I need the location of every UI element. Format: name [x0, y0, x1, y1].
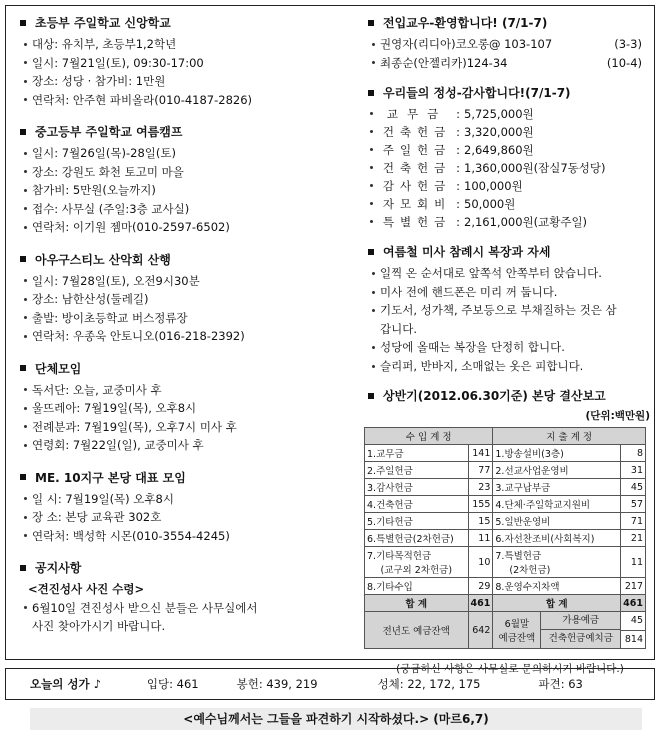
section-title: ME. 10지구 본당 대표 모임	[35, 470, 186, 485]
newcomer-code: (3-3)	[614, 37, 642, 51]
offering-thanks-section	[364, 84, 656, 231]
section-title: 상반기(2012.06.30기준) 본당 결산보고	[383, 389, 606, 403]
table-row	[365, 496, 646, 513]
bullet-dot-icon	[24, 98, 27, 101]
income-item: 5.기타헌금	[365, 513, 469, 530]
hymn-sending: 파견: 63	[538, 677, 583, 691]
bullet-dot-icon	[372, 309, 375, 312]
building-fund-value: 814	[621, 630, 646, 649]
info-line: 전례분과: 7월19일(목), 오후7시 미사 후	[32, 419, 237, 434]
info-line: 일시: 7월28일(토), 오전9시30분	[32, 273, 200, 288]
balance-row	[365, 612, 646, 631]
bullet-square-icon	[368, 393, 374, 399]
expense-item: 2.선교사업운영비	[493, 462, 621, 479]
expense-value: 8	[621, 445, 646, 462]
music-note-icon: ♪	[93, 677, 101, 691]
offering-row: 자모회비 : 50,000원	[364, 195, 656, 213]
inquiry-footnote: (궁금하신 사항은 사무실로 문의하시기 바랍니다.)	[396, 663, 624, 675]
bullet-dot-icon	[370, 148, 373, 151]
income-item: 1.교무금	[365, 445, 469, 462]
bullet-dot-icon	[24, 425, 27, 428]
financial-table	[364, 427, 646, 649]
info-line: 연락처: 안주현 파비올라(010-4187-2826)	[32, 92, 253, 107]
table-row	[365, 513, 646, 530]
income-value: 15	[468, 513, 493, 530]
income-item: 4.건축헌금	[365, 496, 469, 513]
offering-value: 5,725,000원	[464, 107, 534, 121]
expense-value: 21	[621, 530, 646, 547]
info-line: 연령회: 7월22일(일), 교중미사 후	[32, 438, 204, 452]
info-line: 일시: 7월26일(목)-28일(토)	[32, 146, 176, 160]
expense-value: 45	[621, 479, 646, 496]
offering-value: 100,000원	[464, 179, 523, 193]
expense-value: 57	[621, 496, 646, 513]
financial-report-section	[364, 387, 656, 676]
bullet-dot-icon	[24, 279, 27, 282]
bullet-square-icon	[20, 256, 26, 262]
bullet-dot-icon	[372, 61, 375, 64]
bullet-dot-icon	[370, 130, 373, 133]
expense-value: 31	[621, 462, 646, 479]
hymns-bar	[5, 668, 655, 700]
bullet-dot-icon	[24, 43, 27, 46]
expense-item: 4.단체·주일학교지원비	[493, 496, 621, 513]
expense-item: 7.특별헌금	[495, 551, 542, 562]
offering-row: 주일헌금 : 2,649,860원	[364, 141, 656, 159]
right-column	[364, 14, 656, 690]
bullet-square-icon	[20, 565, 26, 571]
offering-row: 감사헌금 : 100,000원	[364, 177, 656, 195]
expense-item-note: (2차헌금)	[509, 565, 551, 576]
offering-label: 건축헌금	[382, 161, 452, 175]
prev-balance-label: 전년도 예금잔액	[365, 612, 469, 649]
welcome-section	[364, 14, 656, 72]
bullet-dot-icon	[24, 516, 27, 519]
section-title: 공지사항	[35, 561, 82, 575]
expense-total: 461	[621, 595, 646, 612]
offering-label: 특별헌금	[382, 215, 452, 229]
bullet-dot-icon	[24, 226, 27, 229]
income-item: 8.기타수입	[365, 578, 469, 595]
expense-value: 11	[621, 547, 646, 578]
hymn-entrance: 입당: 461	[146, 677, 199, 691]
info-line: 일 시: 7월19일(목) 오후8시	[32, 491, 174, 506]
income-item-note: (교구외 2차헌금)	[380, 565, 453, 576]
info-line: 장소: 강원도 화천 토고미 마을	[32, 164, 184, 179]
bullet-square-icon	[20, 129, 26, 135]
mass-dress-section	[364, 243, 656, 375]
bullet-square-icon	[368, 20, 374, 26]
income-value: 10	[468, 547, 493, 578]
offering-value: 1,360,000원(잠실7동성당)	[464, 161, 606, 175]
table-row	[365, 462, 646, 479]
bullet-dot-icon	[370, 166, 373, 169]
bullet-dot-icon	[370, 184, 373, 187]
section-title: 중고등부 주일학교 여름캠프	[35, 125, 183, 139]
newcomer-code: (10-4)	[606, 55, 642, 70]
prev-balance-value: 642	[468, 612, 493, 649]
expense-item: 5.일반운영비	[493, 513, 621, 530]
income-value: 11	[468, 530, 493, 547]
june-balance-label: 6월말	[504, 619, 530, 630]
notice-section	[16, 559, 346, 636]
available-deposit-label: 가용예금	[541, 612, 620, 630]
notice-line: 사진 찾아가시기 바랍니다.	[32, 619, 166, 633]
income-total: 461	[468, 595, 493, 612]
elementary-camp-section	[16, 14, 346, 109]
offering-row: 건축헌금 : 3,320,000원	[364, 123, 656, 141]
expense-item: 6.자선찬조비(사회복지)	[493, 530, 621, 547]
info-line: 접수: 사무실 (주일:3층 교사실)	[32, 201, 190, 216]
offering-row: 교무금 : 5,725,000원	[364, 105, 656, 123]
table-row	[365, 530, 646, 547]
bullet-dot-icon	[370, 220, 373, 223]
bullet-dot-icon	[24, 335, 27, 338]
dress-rule: 미사 전에 핸드폰은 미리 꺼 둡니다.	[380, 284, 558, 299]
offering-value: 3,320,000원	[464, 125, 534, 139]
notice-subtitle: <견진성사 사진 수령>	[28, 582, 145, 596]
total-row	[365, 595, 646, 612]
building-fund-label: 건축헌금예치금	[541, 630, 620, 648]
bulletin-main-box	[5, 5, 655, 675]
unit-label: (단위:백만원)	[585, 410, 650, 422]
bullet-dot-icon	[372, 346, 375, 349]
hymn-communion: 성체: 22, 172, 175	[377, 677, 481, 691]
bullet-square-icon	[20, 365, 26, 371]
info-line: 독서단: 오늘, 교중미사 후	[32, 382, 162, 397]
bullet-dot-icon	[24, 316, 27, 319]
bullet-square-icon	[368, 249, 374, 255]
dress-rule: 슬리퍼, 반바지, 소매없는 옷은 피합니다.	[380, 358, 584, 373]
notice-line: 6월10일 견진성사 받으신 분들은 사무실에서	[32, 600, 258, 615]
bullet-square-icon	[368, 90, 374, 96]
income-item: 2.주일헌금	[365, 462, 469, 479]
income-item: 7.기타목적헌금	[367, 551, 432, 562]
bullet-dot-icon	[372, 43, 375, 46]
table-header-row	[365, 428, 646, 445]
bullet-square-icon	[20, 20, 26, 26]
table-row	[365, 578, 646, 595]
bullet-dot-icon	[24, 534, 27, 537]
bullet-dot-icon	[24, 170, 27, 173]
expense-total-label: 합 계	[493, 595, 621, 612]
expense-header: 지 출 계 정	[493, 428, 646, 445]
offering-label: 주일헌금	[382, 143, 452, 157]
hymns-title: 오늘의 성가	[30, 677, 90, 691]
hiking-club-section	[16, 251, 346, 346]
expense-value: 217	[621, 578, 646, 595]
hymn-offertory: 봉헌: 439, 219	[236, 677, 318, 691]
section-title: 아우구스티노 산악회 산행	[35, 252, 171, 267]
table-row	[365, 479, 646, 496]
bullet-dot-icon	[24, 61, 27, 64]
bullet-dot-icon	[370, 202, 373, 205]
info-line: 장 소: 본당 교육관 302호	[32, 510, 162, 524]
info-line: 연락처: 백성학 시몬(010-3554-4245)	[32, 528, 230, 543]
expense-value: 71	[621, 513, 646, 530]
bullet-dot-icon	[24, 152, 27, 155]
bullet-dot-icon	[24, 497, 27, 500]
offering-row: 특별헌금 : 2,161,000원(교황주일)	[364, 213, 656, 231]
income-value: 23	[468, 479, 493, 496]
section-title: 우리들의 정성-감사합니다!(7/1-7)	[383, 86, 571, 100]
bullet-dot-icon	[24, 298, 27, 301]
table-row	[365, 445, 646, 462]
offering-value: 2,161,000원(교황주일)	[464, 215, 588, 229]
table-row	[365, 547, 646, 578]
income-value: 155	[468, 496, 493, 513]
offering-row: 건축헌금 : 1,360,000원(잠실7동성당)	[364, 159, 656, 177]
bullet-dot-icon	[372, 272, 375, 275]
offering-label: 감사헌금	[382, 179, 452, 193]
info-line: 참가비: 5만원(오늘까지)	[32, 183, 156, 197]
group-meetings-section	[16, 360, 346, 455]
info-line: 대상: 유치부, 초등부1,2학년	[32, 37, 177, 51]
section-title: 여름철 미사 참례시 복장과 자세	[383, 245, 551, 259]
youth-camp-section	[16, 123, 346, 237]
me-meeting-section	[16, 469, 346, 546]
offering-value: 2,649,860원	[464, 143, 534, 157]
dress-rule: 일찍 온 순서대로 앞쪽석 안쪽부터 앉습니다.	[380, 266, 602, 280]
newcomer-name: 권영자(리디아)코오롱@ 103-107	[380, 37, 553, 51]
offering-label: 자모회비	[382, 197, 452, 211]
bullet-dot-icon	[24, 207, 27, 210]
income-header: 수 입 계 정	[365, 428, 493, 445]
expense-item: 8.운영수지차액	[493, 578, 621, 595]
offering-label: 교무금	[386, 107, 448, 121]
bullet-dot-icon	[24, 80, 27, 83]
income-value: 77	[468, 462, 493, 479]
income-item: 6.특별헌금(2차헌금)	[365, 530, 469, 547]
income-value: 141	[468, 445, 493, 462]
bullet-dot-icon	[372, 291, 375, 294]
dress-rule: 기도서, 성가책, 주보등으로 부채질하는 것은 삼갑니다.	[380, 303, 617, 336]
info-line: 일시: 7월21일(토), 09:30-17:00	[32, 55, 204, 70]
section-title: 전입교우-환영합니다! (7/1-7)	[383, 16, 548, 30]
newcomer-name: 최종순(안젤리카)124-34	[380, 55, 508, 70]
bullet-dot-icon	[372, 365, 375, 368]
info-line: 울뜨레아: 7월19일(목), 오후8시	[32, 401, 197, 415]
income-total-label: 합 계	[365, 595, 469, 612]
expense-item: 1.방송설비(3층)	[493, 445, 621, 462]
info-line: 연락처: 이기원 젬마(010-2597-6502)	[32, 220, 230, 234]
expense-item: 3.교구납부금	[493, 479, 621, 496]
section-title: 초등부 주일학교 신앙학교	[35, 16, 171, 30]
bullet-square-icon	[20, 474, 26, 480]
info-line: 장소: 남한산성(둘레길)	[32, 292, 149, 306]
dress-rule: 성당에 올때는 복장을 단정히 합니다.	[380, 340, 565, 354]
income-value: 29	[468, 578, 493, 595]
offering-value: 50,000원	[464, 197, 516, 211]
bullet-dot-icon	[24, 388, 27, 391]
income-item: 3.감사헌금	[365, 479, 469, 496]
june-balance-label-2: 예금잔액	[498, 633, 536, 644]
bullet-dot-icon	[24, 444, 27, 447]
left-column	[16, 14, 346, 650]
bullet-dot-icon	[24, 606, 27, 609]
gospel-verse: <예수님께서는 그들을 파견하기 시작하셨다.> (마르6,7)	[30, 708, 642, 730]
info-line: 장소: 성당 · 참가비: 1만원	[32, 74, 166, 88]
section-title: 단체모임	[35, 361, 82, 376]
bullet-dot-icon	[24, 189, 27, 192]
available-deposit-value: 45	[621, 612, 646, 631]
info-line: 출발: 방이초등학교 버스정류장	[32, 310, 188, 325]
offering-label: 건축헌금	[382, 125, 452, 139]
bullet-dot-icon	[370, 112, 373, 115]
info-line: 연락처: 우종욱 안토니오(016-218-2392)	[32, 329, 245, 343]
bullet-dot-icon	[24, 407, 27, 410]
